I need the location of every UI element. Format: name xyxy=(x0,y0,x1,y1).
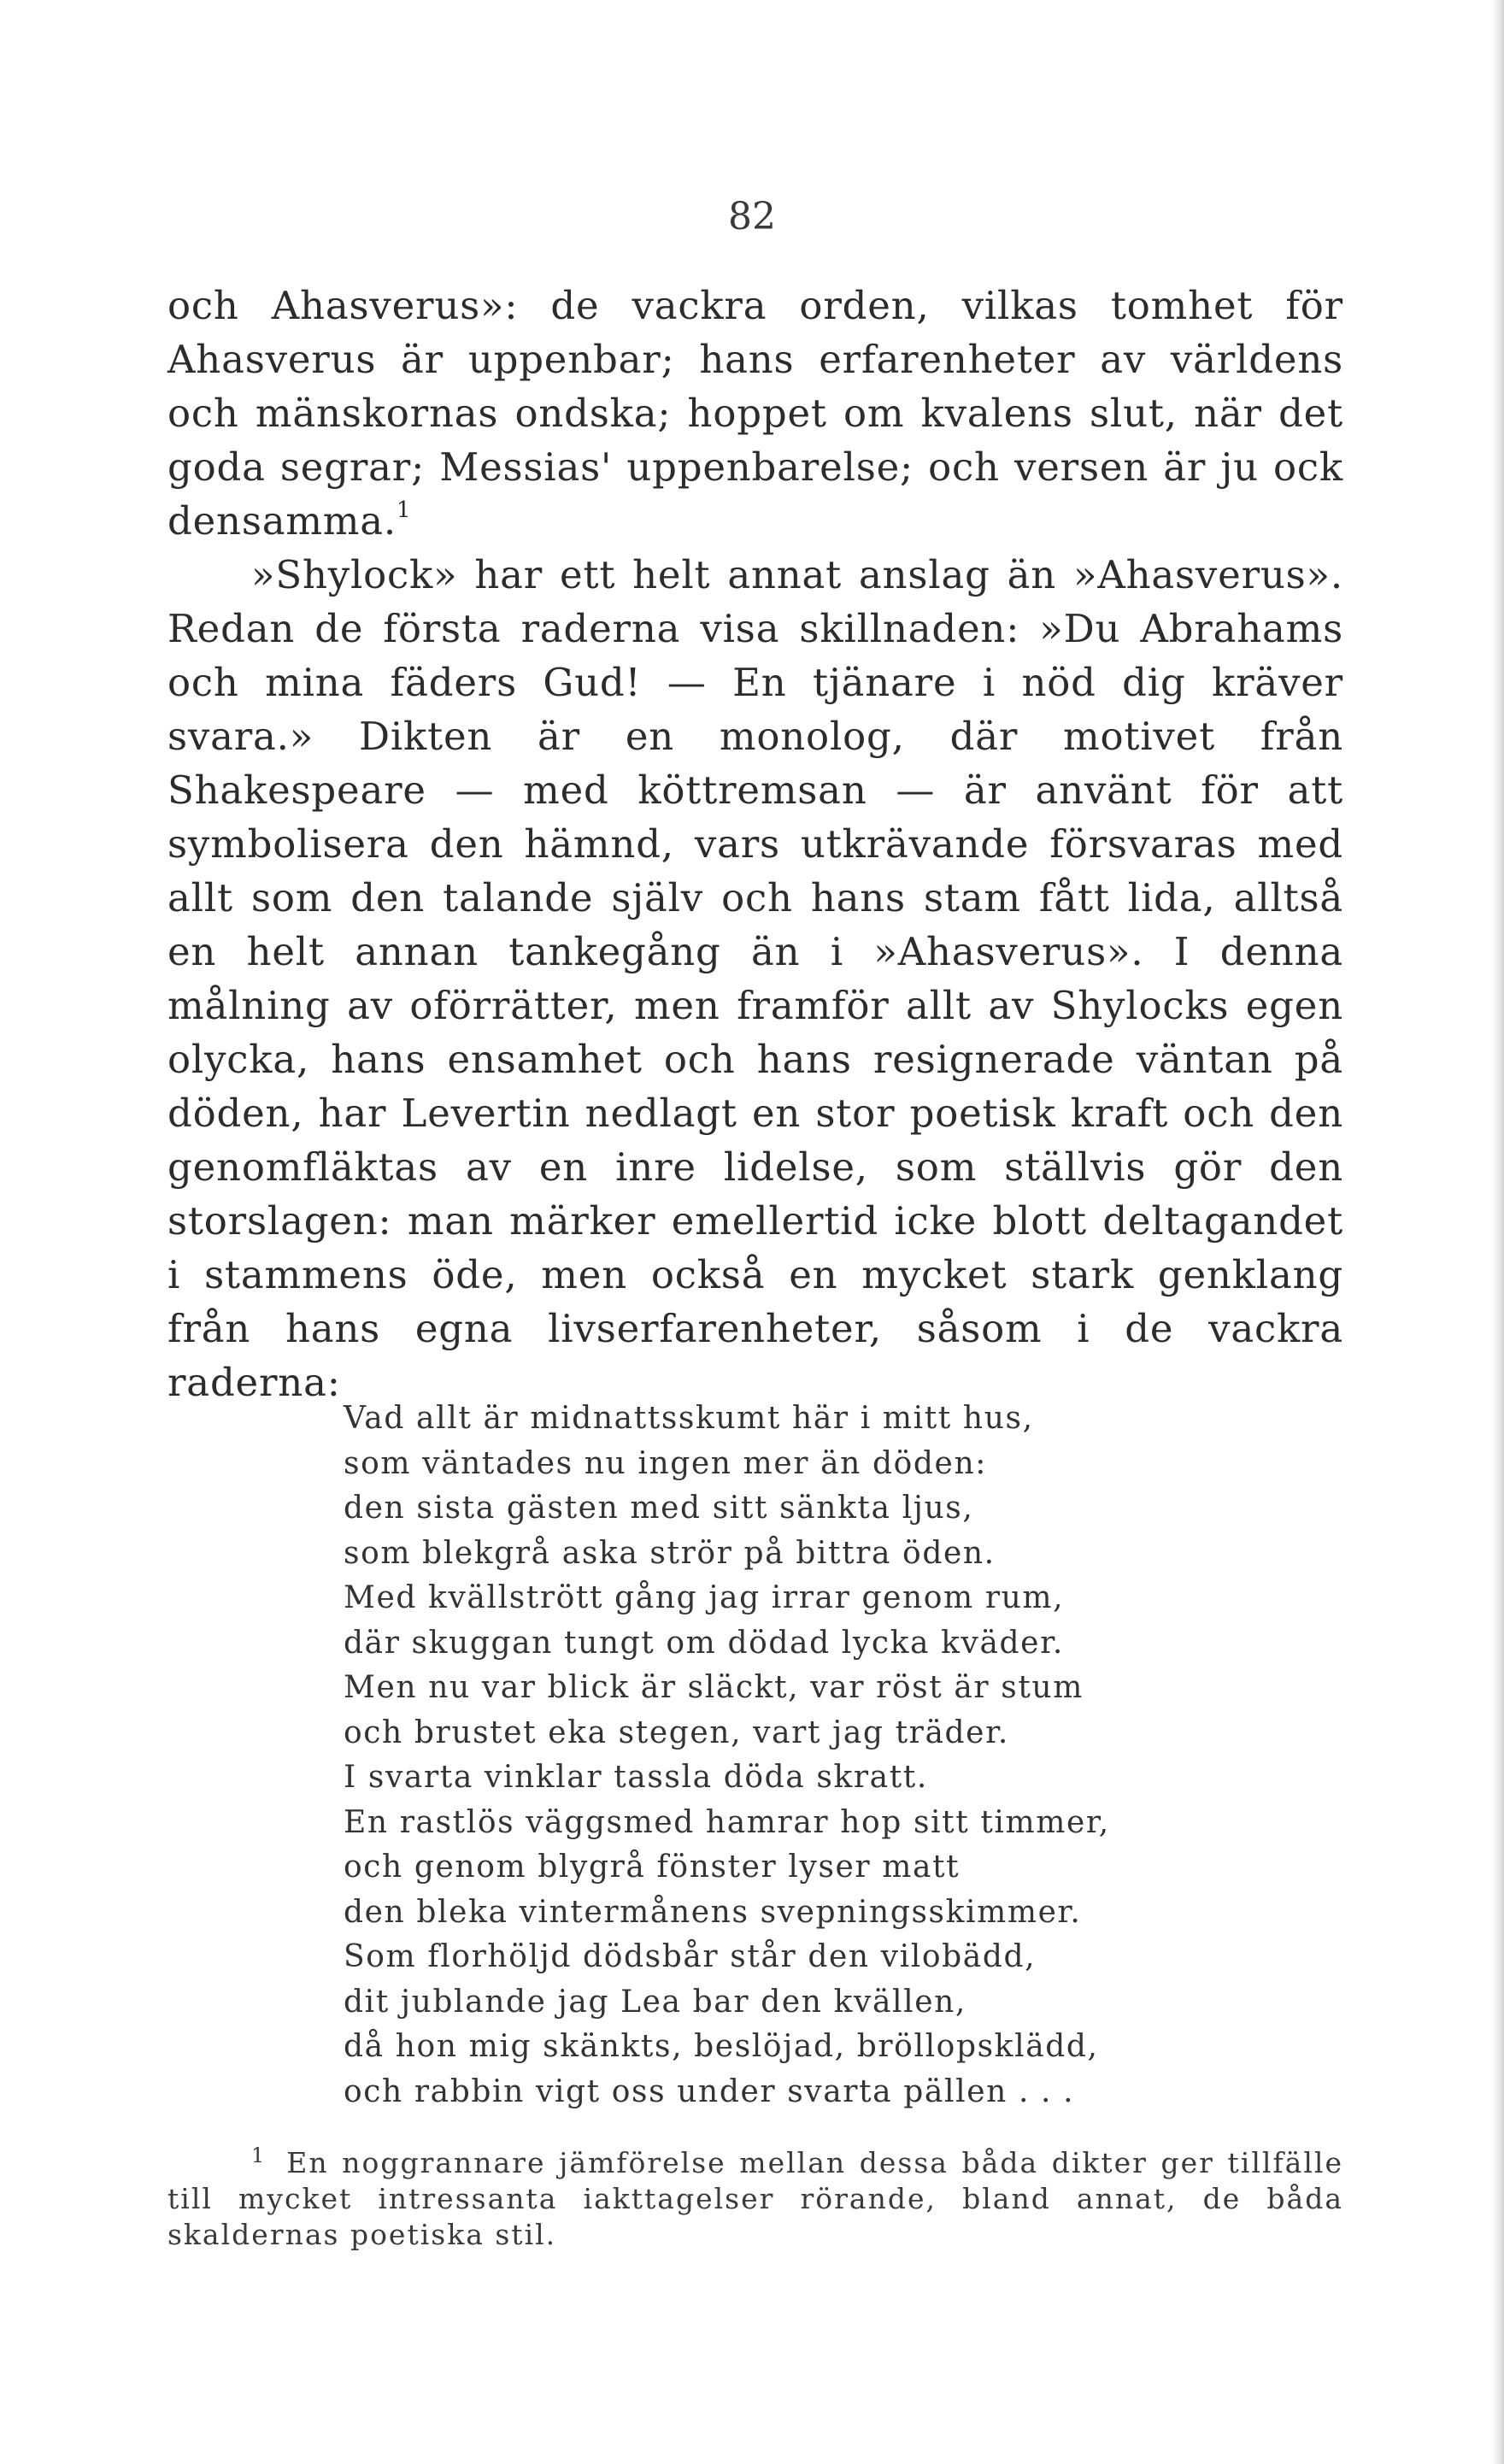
poem-line: då hon mig skänkts, beslöjad, bröllopsklädd, xyxy=(344,2029,1099,2064)
poem-line: där skuggan tungt om dödad lycka kväder. xyxy=(344,1625,1064,1661)
poem-line: Vad allt är midnattsskumt här i mitt hus, xyxy=(344,1401,1034,1436)
paragraph-text: »Shylock» har ett helt annat anslag än »Ahasverus». Redan de första raderna visa skillnaden: »Du Abrahams och mina fäders Gud! — En tjänare i nöd dig kräver svara.» Dikten är en monolog, där motivet från Shakespeare — med köttremsan — är använt för att symbolisera den hämnd, vars utkrävande försvaras med allt som den talande själv och hans stam fått lida, alltså en helt annan tankegång än i »Ahasverus». I denna målning av oförrätter, men framför allt av Shylocks egen olycka, hans ensamhet och hans resignerade väntan på döden, har Levertin nedlagt en stor poetisk kraft och den genomfläktas av en inre lidelse, som ställvis gör den storslagen: man märker emellertid icke blott deltagandet i stammens öde, men också en mycket stark genklang från hans egna livserfarenheter, såsom i de vackra raderna: xyxy=(167,552,1343,1405)
poem-line: som väntades nu ingen mer än döden: xyxy=(344,1445,987,1481)
poem-quotation xyxy=(344,1397,1198,2114)
footnote-text: En noggrannare jämförelse mellan dessa båda dikter ger tillfälle till mycket intressanta iakttagelser rörande, bland annat, de båda skaldernas poetiska stil. xyxy=(167,2146,1343,2251)
paragraph xyxy=(167,279,1343,548)
footnote-reference: 1 xyxy=(397,497,412,523)
footnote-number: 1 xyxy=(251,2144,267,2167)
body-text xyxy=(167,279,1343,1409)
poem-line: och brustet eka stegen, vart jag träder. xyxy=(344,1714,1009,1750)
poem-line: den sista gästen med sitt sänkta ljus, xyxy=(344,1491,974,1526)
paragraph-text: och Ahasverus»: de vackra orden, vilkas tomhet för Ahasverus är uppenbar; hans erfarenheter av världens och mänskornas ondska; hoppet om kvalens slut, när det goda segrar; Messias' uppenbarelse; och versen är ju ock densamma. xyxy=(167,283,1343,544)
poem-line: och rabbin vigt oss under svarta pällen . . . xyxy=(344,2073,1075,2109)
page-edge-shadow xyxy=(1492,0,1504,2464)
poem-line: Som florhöljd dödsbår står den vilobädd, xyxy=(344,1939,1037,1974)
paragraph xyxy=(167,548,1343,1409)
footnote xyxy=(167,2145,1343,2253)
poem-line: Men nu var blick är släckt, var röst är stum xyxy=(344,1670,1084,1705)
page-number: 82 xyxy=(728,195,776,238)
poem-line: Med kvällstrött gång jag irrar genom rum, xyxy=(344,1580,1065,1615)
poem-line: den bleka vintermånens svepningsskimmer. xyxy=(344,1894,1082,1930)
poem-line: dit jublande jag Lea bar den kvällen, xyxy=(344,1984,966,2020)
poem-line: och genom blygrå fönster lyser matt xyxy=(344,1849,961,1885)
poem-line: En rastlös väggsmed hamrar hop sitt timmer, xyxy=(344,1804,1110,1840)
poem-line: som blekgrå aska strör på bittra öden. xyxy=(344,1535,996,1571)
poem-line: I svarta vinklar tassla döda skratt. xyxy=(344,1760,928,1795)
